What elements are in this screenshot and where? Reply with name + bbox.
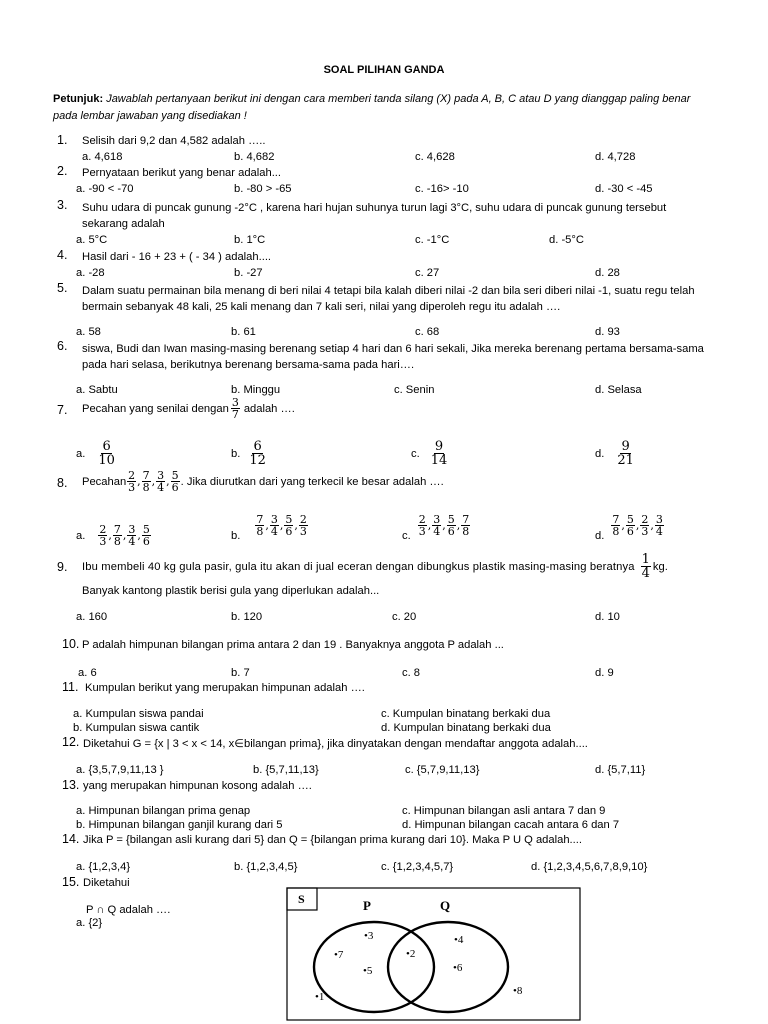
page-title: SOAL PILIHAN GANDA (323, 64, 445, 76)
q1-text: Selisih dari 9,2 dan 4,582 adalah ….. (82, 135, 266, 147)
q8-option-c[interactable] (402, 513, 471, 542)
q9-fraction-num: 1 (641, 552, 650, 567)
q6-option-b[interactable]: b. Minggu (231, 384, 281, 396)
q8-option-b[interactable] (231, 513, 309, 542)
q7-option-d[interactable] (595, 440, 636, 467)
q8-option-b-fractions-frac-3 (284, 514, 293, 537)
q9-option-c[interactable]: c. 20 (392, 611, 417, 623)
q8-option-b-label: b. (231, 529, 241, 542)
venn-label-p: P (363, 898, 371, 913)
q6-text: siswa, Budi dan Iwan masing-masing berenang setiap 4 hari dan 6 hari sekali, Jika mereka berenang pertama bersama-sama pada hari selasa, berikutnya berenang bersama-sama pada hari…. (82, 343, 704, 371)
q12-option-b[interactable]: b. {5,7,11,13} (253, 764, 319, 776)
q9-number: 9. (57, 560, 68, 574)
q8-option-c-fractions-frac-3-den: 6 (447, 525, 455, 538)
q10-option-b[interactable]: b. 7 (231, 667, 250, 679)
venn-circle-p (314, 922, 434, 1012)
q1-option-a[interactable]: a. 4,618 (82, 151, 123, 163)
q5-option-b[interactable]: b. 61 (231, 326, 256, 338)
q8-text-pre: Pecahan (82, 475, 127, 488)
q8-option-b-fractions-frac-3-num: 5 (285, 513, 293, 526)
q13-option-d[interactable]: d. Himpunan bilangan cacah antara 6 dan 7 (402, 819, 620, 831)
q8-option-d-fractions-frac-1 (611, 514, 620, 537)
q8-option-d-fractions-frac-1-num: 7 (612, 513, 620, 526)
q8-option-a-fractions-frac-4-num: 5 (142, 523, 150, 536)
q5-text: Dalam suatu permainan bila menang di beri nilai 4 tetapi bila kalah diberi nilai -2 dan bila seri diberi nilai -1, suatu regu telah bermain sebanyak 48 kali, 25 kali menang dan 7 kali seri, nilai yang diperoleh regu itu adalah …. (82, 285, 695, 313)
q7-option-a-fraction (97, 440, 116, 467)
q8-option-d-fractions-frac-2-num: 5 (626, 513, 634, 526)
q8-fraction-list-frac-1-num: 2 (128, 469, 136, 482)
q10-option-d[interactable]: d. 9 (595, 667, 614, 679)
q7-a-den: 10 (98, 453, 115, 468)
q9-text-main: Ibu membeli 40 kg gula pasir, gula itu akan di jual eceran dengan dibungkus plastik masing-masing beratnya (82, 560, 635, 573)
q1-option-c[interactable]: c. 4,628 (415, 151, 455, 163)
q8-option-a-fractions-separator: , (108, 529, 112, 542)
q8-option-a-fractions-frac-3-num: 3 (128, 523, 136, 536)
q14-option-c[interactable]: c. {1,2,3,4,5,7} (381, 861, 454, 873)
q7-option-a[interactable] (76, 440, 117, 467)
q9-option-a[interactable]: a. 160 (76, 611, 108, 623)
q7-d-num: 9 (621, 439, 630, 454)
q10-option-a[interactable]: a. 6 (78, 667, 97, 679)
q8-text (82, 470, 444, 493)
q8-text-post: . Jika diurutkan dari yang terkecil ke besar adalah …. (180, 475, 444, 488)
q7-option-b-fraction (248, 440, 267, 467)
q4-option-a[interactable]: a. -28 (76, 267, 105, 279)
q7-number: 7. (57, 403, 68, 417)
q7-text (82, 397, 295, 420)
q9-text (82, 553, 668, 580)
q15-option-a[interactable]: a. {2} (76, 917, 103, 929)
q4-number: 4. (57, 248, 68, 262)
q8-number: 8. (57, 476, 68, 490)
q9-option-d[interactable]: d. 10 (595, 611, 620, 623)
q7-option-c[interactable] (411, 440, 449, 467)
q8-option-b-fractions-separator: , (279, 519, 284, 532)
venn-label-q: Q (440, 898, 451, 913)
q7-option-b-label: b. (231, 447, 241, 460)
q8-option-b-fractions-frac-2 (270, 514, 279, 537)
q7-option-d-label: d. (595, 447, 605, 460)
q8-option-a-fractions-frac-4-den: 6 (142, 535, 150, 548)
q8-fraction-list-frac-4 (171, 470, 180, 493)
q3-text: Suhu udara di puncak gunung -2°C , karena hari hujan suhunya turun lagi 3°C, suhu udara di puncak gunung tersebut sekarang adalah (82, 202, 667, 230)
q8-fraction-list-frac-2-den: 8 (142, 481, 150, 494)
q8-option-b-fractions (254, 514, 309, 537)
q9-fraction-den: 4 (641, 566, 650, 581)
q8-option-b-fractions-separator: , (265, 519, 269, 532)
q14-option-a[interactable]: a. {1,2,3,4} (76, 861, 131, 873)
q12-text: Diketahui G = {x | 3 < x < 14, x∈bilangan prima}, jika dinyatakan dengan mendaftar anggota adalah.... (83, 738, 588, 750)
instructions (53, 91, 703, 125)
q13-text: yang merupakan himpunan kosong adalah …. (83, 780, 312, 792)
q8-option-d-fractions-separator: , (635, 519, 640, 532)
q3-number: 3. (57, 198, 68, 212)
q9-fraction (641, 553, 651, 580)
q8-option-a-fractions (97, 524, 152, 547)
q8-fraction-list-frac-2-num: 7 (142, 469, 150, 482)
q7-fraction (231, 397, 240, 420)
q8-fraction-list-separator: , (137, 475, 141, 488)
q8-option-a[interactable] (76, 524, 152, 547)
q8-option-b-fractions-frac-1-den: 8 (256, 525, 264, 538)
q8-option-c-fractions-separator: , (442, 519, 446, 532)
q8-fraction-list-separator: , (151, 475, 156, 488)
venn-point-8: •8 (513, 985, 523, 997)
q11-option-d[interactable]: d. Kumpulan binatang berkaki dua (381, 722, 551, 734)
q6-number: 6. (57, 339, 68, 353)
q8-option-b-fractions-frac-2-den: 4 (270, 525, 278, 538)
q10-text: P adalah himpunan bilangan prima antara 2 dan 19 . Banyaknya anggota P adalah ... (82, 639, 504, 651)
q8-option-b-fractions-frac-1 (255, 514, 264, 537)
q8-option-a-label: a. (76, 529, 86, 542)
q8-option-a-fractions-frac-3 (127, 524, 136, 547)
q7-fraction-num: 3 (231, 396, 239, 409)
q11-option-c[interactable]: c. Kumpulan binatang berkaki dua (381, 708, 551, 720)
q13-option-b[interactable]: b. Himpunan bilangan ganjil kurang dari 5 (76, 819, 283, 831)
q8-option-c-fractions-frac-3 (447, 514, 456, 537)
q8-option-d[interactable] (595, 513, 665, 542)
q8-fraction-list-frac-4-den: 6 (171, 481, 179, 494)
q1-option-b[interactable]: b. 4,682 (234, 151, 275, 163)
instruction-text: Jawablah pertanyaan berikut ini dengan cara memberi tanda silang (X) pada A, B, C atau D yang dianggap paling benar pada lembar jawaban yang disediakan ! (53, 93, 691, 122)
q5-option-d[interactable]: d. 93 (595, 326, 620, 338)
q8-option-a-fractions-frac-2-num: 7 (113, 523, 121, 536)
q8-option-d-fractions-frac-3-num: 2 (641, 513, 649, 526)
q8-option-c-fractions-frac-2 (432, 514, 441, 537)
q7-option-c-label: c. (411, 447, 420, 460)
q8-option-b-fractions-frac-1-num: 7 (256, 513, 264, 526)
q8-option-c-fractions-frac-4 (461, 514, 470, 537)
q8-option-b-fractions-separator: , (294, 519, 298, 532)
q7-b-num: 6 (253, 439, 262, 454)
q2-option-a[interactable]: a. -90 < -70 (76, 183, 134, 195)
venn-universe-box (287, 888, 580, 1020)
q15-number: 15. (62, 875, 80, 889)
q2-option-c[interactable]: c. -16> -10 (415, 183, 469, 195)
q2-number: 2. (57, 164, 68, 178)
q8-option-d-fractions-separator: , (650, 519, 654, 532)
q8-option-d-fractions-frac-4-den: 4 (655, 525, 663, 538)
q4-option-c[interactable]: c. 27 (415, 267, 440, 279)
q8-fraction-list-frac-4-num: 5 (171, 469, 179, 482)
q13-number: 13. (62, 778, 80, 792)
q8-option-a-fractions-separator: , (122, 529, 127, 542)
q5-option-c[interactable]: c. 68 (415, 326, 440, 338)
q6-option-c[interactable]: c. Senin (394, 384, 435, 396)
q8-option-b-fractions-frac-4-num: 2 (299, 513, 307, 526)
q8-fraction-list-frac-2 (142, 470, 151, 493)
q12-option-c[interactable]: c. {5,7,9,11,13} (405, 764, 480, 776)
venn-point-3: •3 (364, 930, 374, 942)
q2-option-b[interactable]: b. -80 > -65 (234, 183, 292, 195)
q8-option-d-fractions-separator: , (621, 519, 625, 532)
q8-option-c-fractions-frac-1-den: 3 (418, 525, 426, 538)
q8-option-d-fractions-frac-3 (640, 514, 649, 537)
q8-fraction-list-frac-3 (156, 470, 165, 493)
q7-option-b[interactable] (231, 440, 268, 467)
q5-number: 5. (57, 281, 68, 295)
q8-fraction-list-separator: , (166, 475, 170, 488)
q8-option-b-fractions-frac-2-num: 3 (270, 513, 278, 526)
instruction-label: Petunjuk: (53, 93, 104, 105)
q7-option-d-fraction (616, 440, 635, 467)
q6-option-d[interactable]: d. Selasa (595, 384, 642, 396)
q14-option-b[interactable]: b. {1,2,3,4,5} (234, 861, 298, 873)
q6-option-a[interactable]: a. Sabtu (76, 384, 118, 396)
venn-point-6: •6 (453, 962, 463, 974)
q9-unit: kg. (652, 560, 668, 573)
q8-fraction-list-frac-1 (127, 470, 136, 493)
q8-option-c-fractions-frac-4-num: 7 (462, 513, 470, 526)
q8-option-a-fractions-frac-1-den: 3 (99, 535, 107, 548)
q8-option-c-fractions (417, 514, 472, 537)
q8-option-c-fractions-frac-2-num: 3 (433, 513, 441, 526)
q8-option-a-fractions-frac-1 (98, 524, 107, 547)
q8-option-d-fractions-frac-1-den: 8 (612, 525, 620, 538)
q7-d-den: 21 (617, 453, 634, 468)
q8-option-d-fractions-frac-2 (626, 514, 635, 537)
q3-option-b[interactable]: b. 1°C (234, 234, 266, 246)
q13-option-c[interactable]: c. Himpunan bilangan asli antara 7 dan 9 (402, 805, 606, 817)
q13-option-a[interactable]: a. Himpunan bilangan prima genap (76, 805, 251, 817)
q7-option-a-label: a. (76, 447, 86, 460)
q2-option-d[interactable]: d. -30 < -45 (595, 183, 653, 195)
q14-number: 14. (62, 832, 80, 846)
q11-option-b[interactable]: b. Kumpulan siswa cantik (73, 722, 200, 734)
q8-option-a-fractions-frac-1-num: 2 (99, 523, 107, 536)
q1-option-d[interactable]: d. 4,728 (595, 151, 636, 163)
q4-option-b[interactable]: b. -27 (234, 267, 263, 279)
q2-text: Pernyataan berikut yang benar adalah... (82, 167, 282, 179)
q8-fraction-list-frac-1-den: 3 (128, 481, 136, 494)
q8-option-c-fractions-separator: , (427, 519, 432, 532)
q7-b-den: 12 (249, 453, 266, 468)
q3-option-c[interactable]: c. -1°C (415, 234, 450, 246)
q11-number: 11. (62, 680, 79, 694)
q8-option-c-fractions-frac-4-den: 8 (462, 525, 470, 538)
venn-circle-q (388, 922, 508, 1012)
q8-option-b-fractions-frac-4-den: 3 (299, 525, 307, 538)
q8-option-a-fractions-frac-2 (113, 524, 122, 547)
q8-option-c-fractions-frac-1 (418, 514, 427, 537)
q8-option-d-label: d. (595, 529, 605, 542)
q8-option-a-fractions-separator: , (137, 529, 141, 542)
q11-option-a[interactable]: a. Kumpulan siswa pandai (73, 708, 204, 720)
venn-point-5: •5 (363, 965, 373, 977)
q12-option-d[interactable]: d. {5,7,11} (595, 764, 646, 776)
venn-point-2: •2 (406, 948, 416, 960)
q8-option-d-fractions-frac-3-den: 3 (641, 525, 649, 538)
q8-option-b-fractions-frac-3-den: 6 (285, 525, 293, 538)
q7-text-post: adalah …. (243, 402, 295, 415)
q8-fraction-list-frac-3-den: 4 (157, 481, 165, 494)
q5-option-a[interactable]: a. 58 (76, 326, 101, 338)
q8-option-c-fractions-frac-3-num: 5 (447, 513, 455, 526)
q4-text: Hasil dari - 16 + 23 + ( - 34 ) adalah.... (82, 251, 272, 263)
q7-a-num: 6 (102, 439, 111, 454)
q8-option-a-fractions-frac-2-den: 8 (113, 535, 121, 548)
q8-option-a-fractions-frac-3-den: 4 (128, 535, 136, 548)
q7-text-pre: Pecahan yang senilai dengan (82, 402, 229, 415)
q15-text: Diketahui (83, 877, 130, 889)
q10-option-c[interactable]: c. 8 (402, 667, 421, 679)
q7-c-num: 9 (434, 439, 444, 454)
q8-fraction-list (126, 470, 181, 493)
q8-option-c-label: c. (402, 529, 411, 542)
q8-option-c-fractions-separator: , (456, 519, 461, 532)
q8-option-d-fractions-frac-2-den: 6 (626, 525, 634, 538)
q1-number: 1. (57, 133, 68, 147)
q8-option-c-fractions-frac-1-num: 2 (418, 513, 426, 526)
q4-option-d[interactable]: d. 28 (595, 267, 620, 279)
venn-diagram (286, 887, 582, 1022)
q9-text-2: Banyak kantong plastik berisi gula yang diperlukan adalah... (82, 585, 380, 597)
q15-subtext: P ∩ Q adalah …. (86, 904, 171, 916)
q3-option-d[interactable]: d. -5°C (549, 234, 584, 246)
q7-c-den: 14 (430, 453, 448, 468)
q11-text: Kumpulan berikut yang merupakan himpunan adalah …. (85, 682, 365, 694)
venn-point-4: •4 (454, 934, 464, 946)
q9-option-b[interactable]: b. 120 (231, 611, 263, 623)
q7-fraction-den: 7 (231, 408, 239, 421)
q8-option-d-fractions-frac-4 (655, 514, 664, 537)
venn-label-s: S (298, 892, 305, 906)
q14-text: Jika P = {bilangan asli kurang dari 5} dan Q = {bilangan prima kurang dari 10}. Maka P U Q adalah.... (83, 834, 582, 846)
q10-number: 10. (62, 637, 80, 651)
q14-option-d[interactable]: d. {1,2,3,4,5,6,7,8,9,10} (531, 861, 648, 873)
venn-point-1: •1 (315, 991, 325, 1003)
q8-fraction-list-frac-3-num: 3 (157, 469, 165, 482)
venn-point-7: •7 (334, 949, 344, 961)
q8-option-d-fractions-frac-4-num: 3 (655, 513, 663, 526)
q12-option-a[interactable]: a. {3,5,7,9,11,13 } (76, 764, 164, 776)
q8-option-a-fractions-frac-4 (142, 524, 151, 547)
q3-option-a[interactable]: a. 5°C (76, 234, 108, 246)
q12-number: 12. (62, 735, 80, 749)
q8-option-b-fractions-frac-4 (299, 514, 308, 537)
q7-option-c-fraction (430, 440, 449, 467)
q8-option-c-fractions-frac-2-den: 4 (433, 525, 441, 538)
q8-option-d-fractions (610, 514, 665, 537)
